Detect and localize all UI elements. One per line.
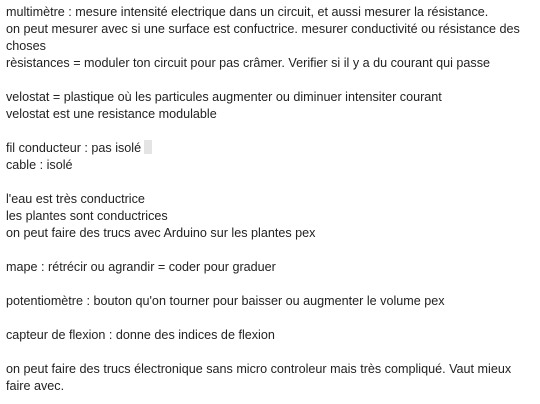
note-line: velostat est une resistance modulable bbox=[6, 107, 217, 121]
note-line: on peut mesurer avec si une surface est confuctrice. mesurer conductivité ou résistance des choses bbox=[6, 22, 520, 53]
blank-line bbox=[6, 174, 538, 191]
text-cursor-highlight bbox=[144, 140, 152, 154]
blank-line bbox=[6, 310, 538, 327]
note-line: mape : rétrécir ou agrandir = coder pour graduer bbox=[6, 260, 276, 274]
blank-line bbox=[6, 123, 538, 140]
note-line: cable : isolé bbox=[6, 158, 73, 172]
note-line: potentiomètre : bouton qu'on tourner pour baisser ou augmenter le volume pex bbox=[6, 294, 445, 308]
blank-line bbox=[6, 344, 538, 361]
note-line: les plantes sont conductrices bbox=[6, 209, 168, 223]
note-line: multimètre : mesure intensité electrique dans un circuit, et aussi mesurer la résistance. bbox=[6, 5, 489, 19]
note-line: on peut faire des trucs avec Arduino sur les plantes pex bbox=[6, 226, 316, 240]
blank-line bbox=[6, 72, 538, 89]
note-line: velostat = plastique où les particules augmenter ou diminuer intensiter courant bbox=[6, 90, 442, 104]
notes-document[interactable] bbox=[6, 4, 538, 395]
note-line: capteur de flexion : donne des indices de flexion bbox=[6, 328, 275, 342]
note-line: on peut faire des trucs électronique sans micro controleur mais très compliqué. Vaut mieux faire avec. bbox=[6, 362, 512, 393]
blank-line bbox=[6, 276, 538, 293]
note-line: l'eau est très conductrice bbox=[6, 192, 145, 206]
note-line-with-cursor bbox=[6, 140, 538, 157]
blank-line bbox=[6, 242, 538, 259]
note-text: fil conducteur : pas isolé bbox=[6, 141, 142, 155]
note-line: rèsistances = moduler ton circuit pour pas crâmer. Verifier si il y a du courant qui passe bbox=[6, 56, 491, 70]
